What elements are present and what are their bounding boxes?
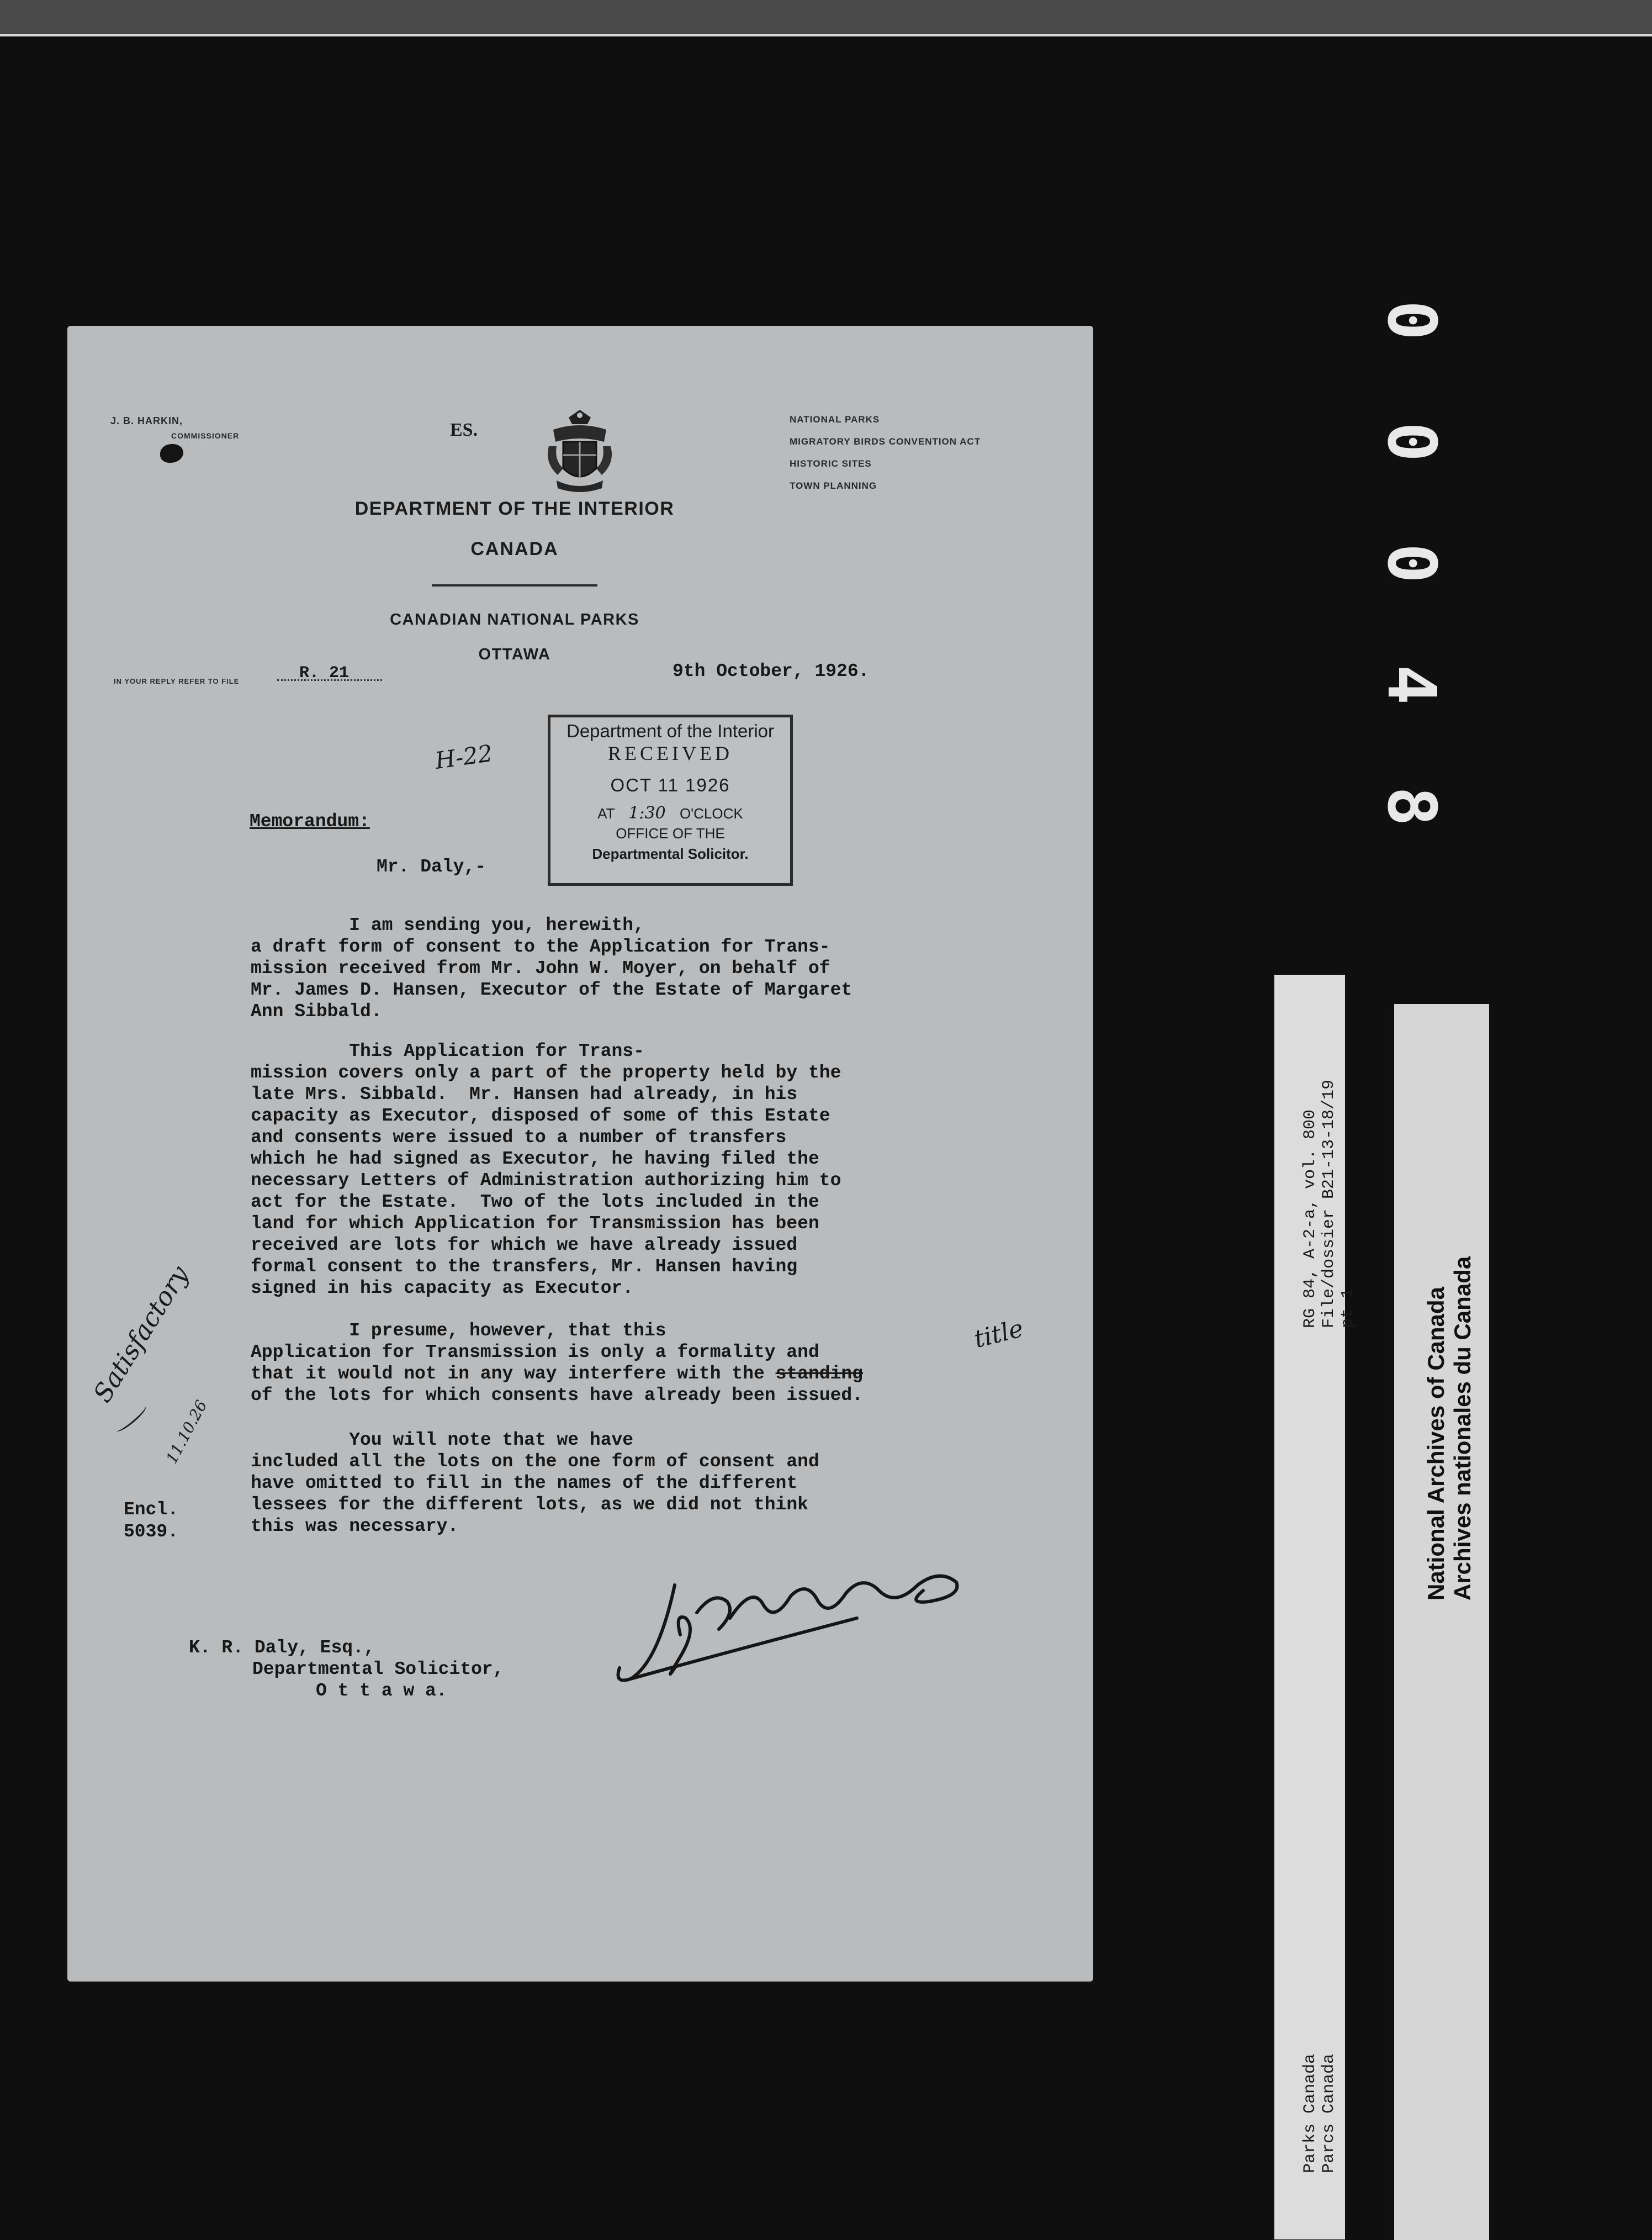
archive-institution-en: National Archives of Canada <box>1423 1287 1449 1600</box>
text-line: mission received from Mr. John W. Moyer, on behalf of <box>251 958 830 979</box>
letter-page <box>67 326 1093 1982</box>
text-line: a draft form of consent to the Application for Trans- <box>251 937 830 957</box>
stamp-received: RECEIVED <box>608 742 733 764</box>
film-top-strip <box>0 0 1652 36</box>
ink-blot <box>160 444 183 463</box>
service-migratory-birds: MIGRATORY BIRDS CONVENTION ACT <box>790 436 981 447</box>
paragraph-2 <box>251 1040 841 1299</box>
commissioner-name: J. B. HARKIN, <box>110 415 183 426</box>
frame-digit: 8 <box>1373 786 1449 827</box>
text-line: this was necessary. <box>251 1516 459 1536</box>
stamp-time-line <box>550 804 790 823</box>
department-heading <box>327 498 702 664</box>
handwritten-insert: title <box>971 1314 1026 1354</box>
text-line: have omitted to fill in the names of the different <box>251 1473 798 1493</box>
enclosure-number: 5039. <box>124 1521 179 1542</box>
signature <box>597 1552 995 1695</box>
recipient-name: K. R. Daly, Esq., <box>189 1637 375 1658</box>
archive-institution-fr: Archives nationales du Canada <box>1449 1256 1475 1600</box>
text-line: Application for Transmission is only a formality and <box>251 1342 819 1362</box>
services-list <box>790 409 981 497</box>
text-line: I am sending you, herewith, <box>251 915 644 936</box>
text-line: late Mrs. Sibbald. Mr. Hansen had already, in his <box>251 1084 798 1105</box>
archive-agency-en: Parks Canada <box>1301 2053 1320 2173</box>
stamp-at: AT <box>597 805 615 822</box>
text-segment: that it would not in any way interfere with the <box>251 1364 776 1384</box>
enclosure-label: Encl. <box>124 1499 179 1520</box>
paragraph-4 <box>251 1429 819 1537</box>
margin-initials <box>113 1402 149 1434</box>
paragraph-3 <box>251 1320 863 1406</box>
text-line: Ann Sibbald. <box>251 1001 382 1022</box>
archive-reference-label <box>1274 975 1357 2239</box>
text-line: land for which Application for Transmission has been <box>251 1213 819 1234</box>
struck-word: standing <box>775 1364 863 1384</box>
text-line: and consents were issued to a number of transfers <box>251 1127 787 1148</box>
reply-prompt: IN YOUR REPLY REFER TO FILE <box>114 677 240 685</box>
file-number: R. 21 <box>299 664 350 683</box>
text-line: Mr. James D. Hansen, Executor of the Estate of Margaret <box>251 980 853 1000</box>
heading-rule <box>432 584 597 587</box>
text-line <box>251 1363 863 1385</box>
frame-digit: 0 <box>1373 300 1449 341</box>
branch-name: CANADIAN NATIONAL PARKS <box>390 611 639 628</box>
stamp-solicitor: Departmental Solicitor. <box>592 846 749 862</box>
memo-addressee: Mr. Daly,- <box>377 857 486 877</box>
service-national-parks: NATIONAL PARKS <box>790 414 880 425</box>
country-name: CANADA <box>470 538 559 559</box>
stamp-department: Department of the Interior <box>566 721 775 741</box>
text-line: You will note that we have <box>251 1430 634 1450</box>
text-line: included all the lots on the one form of consent and <box>251 1451 819 1472</box>
service-town-planning: TOWN PLANNING <box>790 480 877 491</box>
recipient-title: Departmental Solicitor, <box>252 1659 504 1679</box>
received-stamp <box>548 715 793 886</box>
stamp-date: OCT 11 1926 <box>610 775 730 795</box>
text-line: necessary Letters of Administration authorizing him to <box>251 1170 841 1191</box>
memo-heading: Memorandum: <box>250 811 370 832</box>
frame-number <box>1373 287 1449 839</box>
initials: ES. <box>450 420 478 440</box>
stamp-oclock: O'CLOCK <box>679 805 743 822</box>
commissioner-block <box>110 415 239 440</box>
frame-digit: 4 <box>1373 664 1449 705</box>
text-line: act for the Estate. Two of the lots included in the <box>251 1192 819 1212</box>
text-line: which he had signed as Executor, he having filed the <box>251 1149 819 1169</box>
archive-reference-line-2: File/dossier B21-13-18/19 <box>1320 1079 1338 1328</box>
handwritten-file-ref: H-22 <box>433 739 495 775</box>
archive-reference-line-1: RG 84, A-2-a, vol. 800 <box>1301 1109 1320 1328</box>
text-line: I presume, however, that this <box>251 1320 666 1341</box>
margin-note-satisfactory: Satisfactory <box>87 1260 195 1408</box>
frame-digit: 0 <box>1373 543 1449 584</box>
archive-agency-fr: Parcs Canada <box>1320 2053 1338 2173</box>
text-line: This Application for Trans- <box>251 1041 644 1061</box>
letter-date: 9th October, 1926. <box>673 661 870 681</box>
text-line: of the lots for which consents have already been issued. <box>251 1385 863 1406</box>
text-line: signed in his capacity as Executor. <box>251 1278 634 1298</box>
text-line: formal consent to the transfers, Mr. Hansen having <box>251 1256 798 1277</box>
recipient-block <box>189 1637 504 1702</box>
service-historic-sites: HISTORIC SITES <box>790 458 872 469</box>
archive-reference-line-3: pt 1 <box>1338 1288 1357 1328</box>
city-name: OTTAWA <box>478 646 551 663</box>
frame-digit: 0 <box>1373 421 1449 462</box>
text-line: lessees for the different lots, as we did not think <box>251 1494 808 1515</box>
margin-note-date: 11.10.26 <box>162 1397 211 1467</box>
recipient-city: O t t a w a. <box>316 1681 447 1701</box>
department-name: DEPARTMENT OF THE INTERIOR <box>354 498 675 519</box>
stamp-office: OFFICE OF THE <box>616 825 725 842</box>
archive-institution-label <box>1394 1004 1489 2240</box>
commissioner-title: COMMISSIONER <box>171 431 240 440</box>
stamp-time: 1:30 <box>628 804 666 823</box>
coat-of-arms-icon <box>541 408 618 496</box>
text-line: received are lots for which we have already issued <box>251 1235 798 1255</box>
paragraph-1 <box>251 915 852 1022</box>
text-line: capacity as Executor, disposed of some of this Estate <box>251 1106 830 1126</box>
text-line: mission covers only a part of the property held by the <box>251 1063 841 1083</box>
